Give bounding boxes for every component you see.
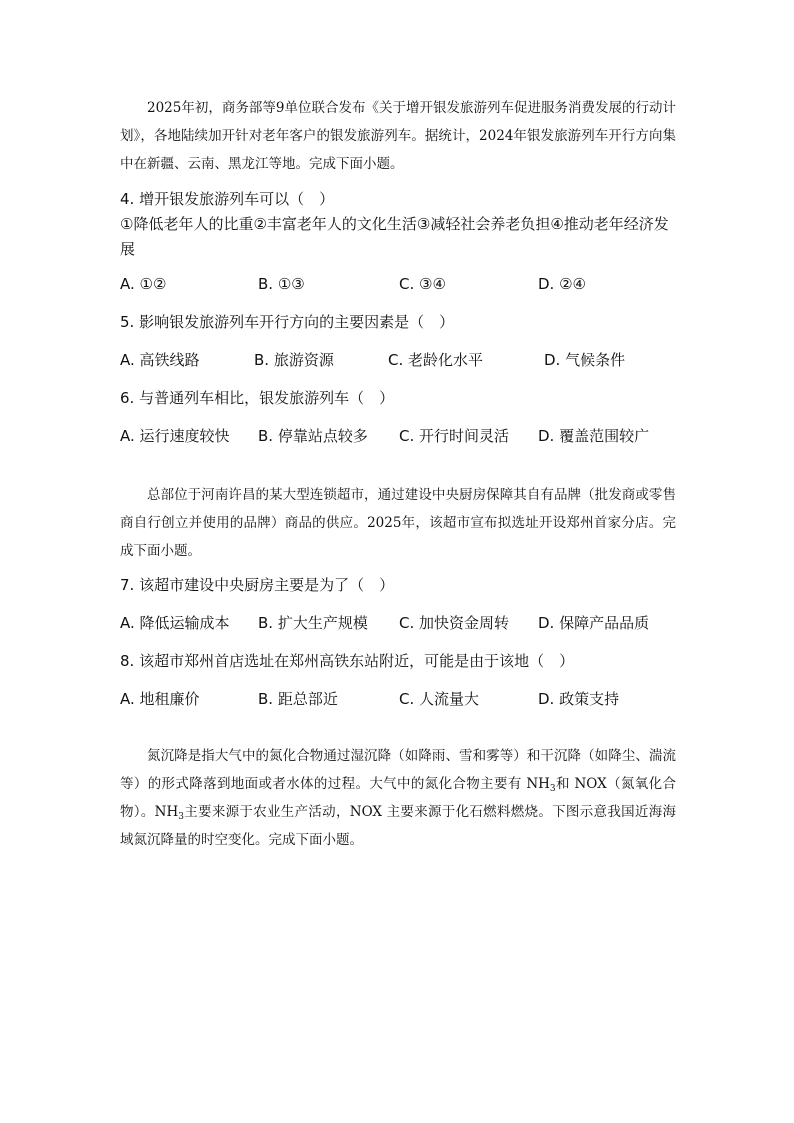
passage-nitrogen-deposition: [120, 742, 676, 854]
passage-silver-train: 2025年初，商务部等9单位联合发布《关于增开银发旅游列车促进服务消费发展的行动计划》，各地陆续加开针对老年客户的银发旅游列车。据统计，2024年银发旅游列车开行方向集中在新疆、云南、黑龙江等地。完成下面小题。: [120, 100, 676, 172]
question-8-stem: 8. 该超市郑州首店选址在郑州高铁东站附近，可能是由于该地（ ）: [120, 652, 575, 670]
passage-text-part-1: 氮沉降是指大气中的氮化合物通过湿沉降（如降雨、雪和雾等）和干沉降（如降尘、湍流等）的形式降落到地面或者水体的过程。大气中的氮化合物主要有 NH: [120, 748, 676, 792]
option-c[interactable]: C. ③④: [399, 275, 446, 293]
option-c[interactable]: C. 老龄化水平: [388, 351, 484, 369]
option-b[interactable]: B. 旅游资源: [254, 351, 334, 369]
question-4-options: [120, 272, 720, 297]
option-c[interactable]: C. 开行时间灵活: [399, 427, 510, 445]
question-5-options: [120, 348, 720, 373]
question-8-options: [120, 687, 720, 712]
option-b[interactable]: B. 停靠站点较多: [258, 427, 368, 445]
option-c[interactable]: C. 加快资金周转: [399, 614, 510, 632]
option-d[interactable]: D. 保障产品品质: [538, 614, 650, 632]
passage-supermarket: 总部位于河南许昌的某大型连锁超市，通过建设中央厨房保障其自有品牌（批发商或零售商自行创立并使用的品牌）商品的供应。2025年，该超市宣布拟选址开设郑州首家分店。完成下面小题。: [120, 487, 676, 559]
option-a[interactable]: A. ①②: [120, 275, 167, 293]
option-b[interactable]: B. 扩大生产规模: [258, 614, 368, 632]
subscript-3: 3: [549, 784, 556, 794]
option-a[interactable]: A. 地租廉价: [120, 690, 200, 708]
question-4-statements: ①降低老年人的比重②丰富老年人的文化生活③减轻社会养老负担④推动老年经济发展: [120, 215, 669, 258]
option-d[interactable]: D. 覆盖范围较广: [538, 427, 650, 445]
option-a[interactable]: A. 运行速度较快: [120, 427, 230, 445]
question-4-stem: 4. 增开银发旅游列车可以（ ）: [120, 190, 335, 208]
option-d[interactable]: D. ②④: [538, 275, 586, 293]
question-6-options: [120, 424, 720, 449]
question-6-stem: 6. 与普通列车相比，银发旅游列车（ ）: [120, 389, 395, 407]
option-d[interactable]: D. 政策支持: [538, 690, 620, 708]
option-b[interactable]: B. ①③: [258, 275, 305, 293]
option-d[interactable]: D. 气候条件: [544, 351, 626, 369]
passage-text-part-3: 主要来源于农业生产活动，NOX 主要来源于化石燃料燃烧。下图示意我国近海海域氮沉降量的时空变化。完成下面小题。: [120, 804, 676, 848]
option-c[interactable]: C. 人流量大: [399, 690, 480, 708]
option-a[interactable]: A. 高铁线路: [120, 351, 200, 369]
option-a[interactable]: A. 降低运输成本: [120, 614, 230, 632]
question-5-stem: 5. 影响银发旅游列车开行方向的主要因素是（ ）: [120, 313, 455, 331]
subscript-3: 3: [178, 812, 184, 822]
option-b[interactable]: B. 距总部近: [258, 690, 338, 708]
passage-text-part-2: 和 NOX（氮氧化合物）。NH: [120, 776, 676, 820]
question-7-options: [120, 611, 720, 636]
question-7-stem: 7. 该超市建设中央厨房主要是为了（ ）: [120, 576, 395, 594]
